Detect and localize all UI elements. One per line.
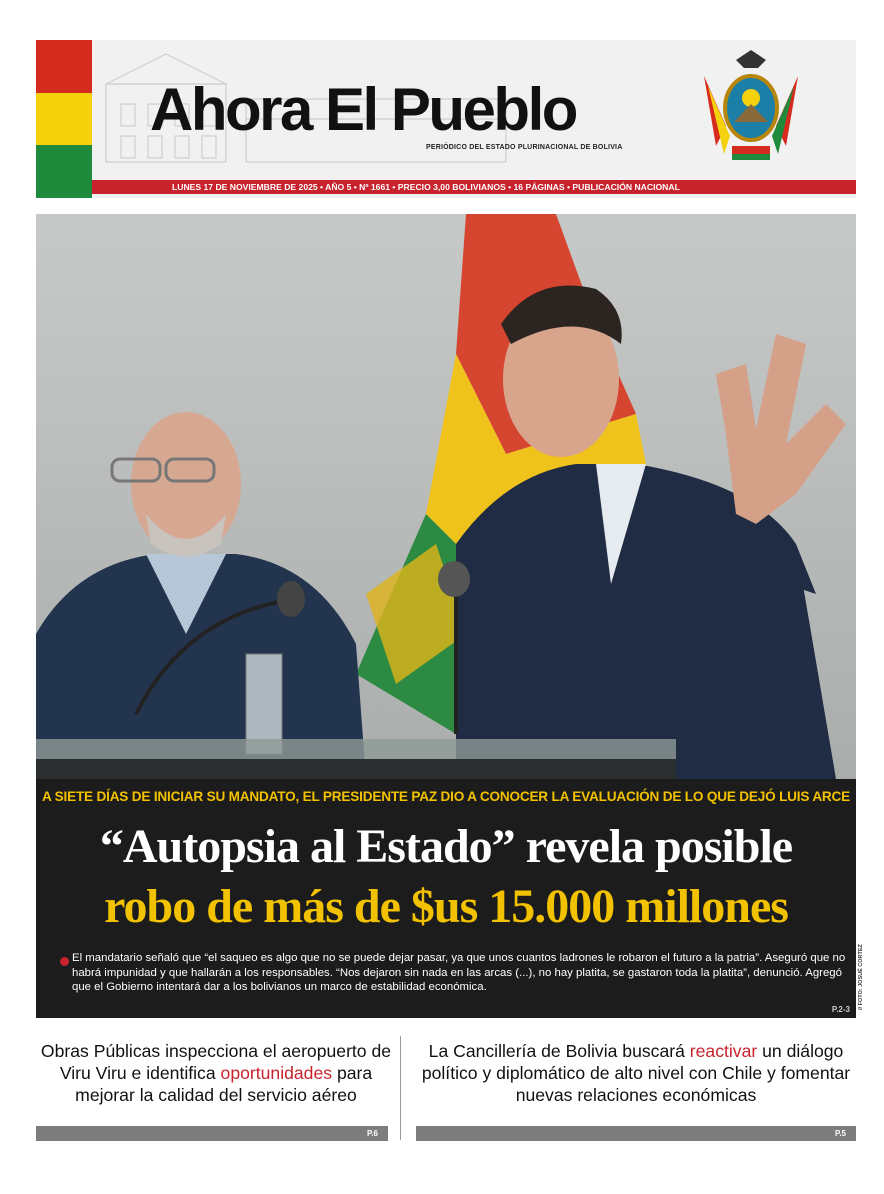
story-summary: El mandatario señaló que “el saqueo es algo que no se puede dejar pasar, ya que unos cuantos ladrones le robaron el futuro a la patria”. Aseguró que no habrá impunidad y que hallarán a los responsables. “Nos dejaron sin nada en las arcas (...), no hay platita, se gastaron toda la platita”, denunció. Agregó que el Gobierno intentará dar a los bolivianos un marco de estabilidad económica. [72, 952, 846, 993]
teaser-text: un diálogo político y diplomático de alto nivel con Chile y fomentar nuevas relaciones económicas [421, 1041, 851, 1105]
page-reference-bar: P.5 [416, 1126, 856, 1141]
bolivia-flag-icon [36, 40, 92, 198]
teaser-highlight: reactivar [689, 1041, 758, 1061]
headline-line-2[interactable]: robo de más de $us 15.000 millones [104, 880, 788, 933]
teaser-text: para mejorar la calidad del servicio aéreo [75, 1063, 373, 1105]
left-man-figure [36, 412, 366, 779]
bullet-icon [60, 957, 69, 966]
page-reference: P.2-3 [831, 1005, 850, 1014]
right-man-figure [456, 286, 846, 779]
photo-credit [858, 940, 872, 1010]
page-reference-bar: P.6 [36, 1126, 388, 1141]
newspaper-logo[interactable]: Ahora El Pueblo [150, 76, 576, 143]
coat-of-arms-icon [696, 46, 806, 170]
teaser-text: La Cancillería de Bolivia buscará [428, 1041, 690, 1061]
hero-photo [36, 214, 856, 779]
edition-info-bar: LUNES 17 DE NOVIEMBRE DE 2025 • AÑO 5 • Nº 1661 • PRECIO 3,00 BOLIVIANOS • 16 PÁGINAS • PUBLICACIÓN NACIONAL [92, 180, 856, 194]
teaser-highlight: oportunidades [220, 1063, 333, 1083]
photo-credit-text: // FOTO: JOSUÉ CORTEZ [858, 944, 864, 1010]
teaser-airport[interactable] [36, 1040, 396, 1106]
story-kicker: A SIETE DÍAS DE INICIAR SU MANDATO, EL PRESIDENTE PAZ DIO A CONOCER LA EVALUACIÓN DE LO QUE DEJÓ LUIS ARCE [41, 789, 851, 804]
headline-line-1[interactable]: “Autopsia al Estado” revela posible [99, 820, 793, 873]
column-divider [400, 1036, 401, 1140]
newspaper-subtitle: PERIÓDICO DEL ESTADO PLURINACIONAL DE BOLIVIA [426, 144, 623, 151]
masthead [36, 40, 856, 198]
main-story[interactable] [36, 779, 856, 1018]
teaser-chile[interactable] [416, 1040, 856, 1106]
teaser-text: Obras Públicas inspecciona el aeropuerto de Viru Viru e identifica [40, 1041, 392, 1083]
